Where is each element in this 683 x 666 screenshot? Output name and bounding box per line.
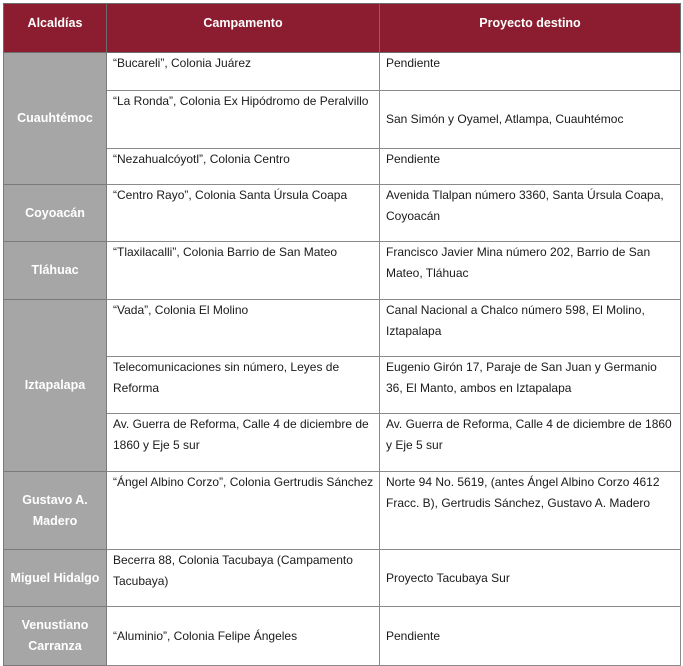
alcaldia-cell: Miguel Hidalgo: [4, 550, 107, 607]
proyecto-cell: [380, 242, 681, 300]
header-row: [4, 4, 681, 53]
alcaldia-cell: Gustavo A. Madero: [4, 472, 107, 550]
proyecto-cell: [380, 300, 681, 357]
campamento-text: “Vada”, Colonia El Molino: [113, 303, 249, 317]
campamento-text: “Nezahualcóyotl”, Colonia Centro: [113, 152, 290, 166]
proyecto-cell: [380, 91, 681, 149]
campamento-cell: [107, 550, 380, 607]
proyecto-text: Pendiente: [386, 628, 441, 643]
proyecto-text: Canal Nacional a Chalco número 598, El Molino, Iztapalapa: [386, 303, 645, 338]
campamento-text: Telecomunicaciones sin número, Leyes de Reforma: [113, 360, 340, 395]
proyecto-text: Francisco Javier Mina número 202, Barrio de San Mateo, Tláhuac: [386, 245, 651, 280]
campamento-cell: [107, 414, 380, 472]
proyecto-cell: [380, 185, 681, 242]
proyecto-cell: [380, 472, 681, 550]
table-row: [4, 185, 681, 242]
campamento-cell: [107, 149, 380, 185]
campamento-text: “Tlaxilacalli”, Colonia Barrio de San Mateo: [113, 245, 338, 259]
campamento-cell: [107, 472, 380, 550]
campamento-text: “Aluminio”, Colonia Felipe Ángeles: [113, 628, 298, 643]
proyecto-text: Av. Guerra de Reforma, Calle 4 de diciembre de 1860 y Eje 5 sur: [386, 417, 672, 452]
campamento-text: “Centro Rayo”, Colonia Santa Úrsula Coapa: [113, 188, 348, 202]
proyecto-cell: [380, 53, 681, 91]
campamento-cell: [107, 53, 380, 91]
campamento-text: “Bucareli”, Colonia Juárez: [113, 56, 252, 70]
table-row: [4, 242, 681, 300]
header-campamento: Campamento: [107, 4, 380, 53]
campamento-text: Av. Guerra de Reforma, Calle 4 de diciembre de 1860 y Eje 5 sur: [113, 417, 369, 452]
header-alcaldias: Alcaldías: [4, 4, 107, 53]
proyecto-cell: [380, 357, 681, 414]
campamento-text: Becerra 88, Colonia Tacubaya (Campamento Tacubaya): [113, 553, 353, 588]
campamento-cell: [107, 357, 380, 414]
proyecto-text: Proyecto Tacubaya Sur: [386, 570, 510, 585]
proyecto-text: Pendiente: [386, 56, 441, 70]
alcaldia-cell: Coyoacán: [4, 185, 107, 242]
campamento-cell: [107, 607, 380, 666]
proyecto-text: San Simón y Oyamel, Atlampa, Cuauhtémoc: [386, 112, 624, 126]
alcaldia-cell: Cuauhtémoc: [4, 53, 107, 185]
proyecto-cell: [380, 550, 681, 607]
proyecto-text: Norte 94 No. 5619, (antes Ángel Albino Corzo 4612 Fracc. B), Gertrudis Sánchez, Gustavo A. Madero: [386, 475, 660, 510]
table-row: [4, 53, 681, 91]
campamento-cell: [107, 185, 380, 242]
table-row: [4, 472, 681, 550]
campamento-cell: [107, 242, 380, 300]
campamento-cell: [107, 300, 380, 357]
alcaldia-cell: Tláhuac: [4, 242, 107, 300]
campamento-text: “La Ronda”, Colonia Ex Hipódromo de Peralvillo: [113, 94, 369, 108]
table-row: [4, 607, 681, 666]
alcaldia-cell: Venustiano Carranza: [4, 607, 107, 666]
campamentos-table: [3, 3, 681, 666]
proyecto-text: Eugenio Girón 17, Paraje de San Juan y Germanio 36, El Manto, ambos en Iztapalapa: [386, 360, 657, 395]
campamento-cell: [107, 91, 380, 149]
proyecto-cell: [380, 149, 681, 185]
table-row: [4, 550, 681, 607]
proyecto-text: Pendiente: [386, 152, 441, 166]
campamento-text: “Ángel Albino Corzo”, Colonia Gertrudis Sánchez: [113, 475, 374, 489]
table-row: [4, 300, 681, 357]
proyecto-cell: [380, 607, 681, 666]
alcaldia-cell: Iztapalapa: [4, 300, 107, 472]
proyecto-text: Avenida Tlalpan número 3360, Santa Úrsula Coapa, Coyoacán: [386, 188, 664, 223]
header-proyecto-destino: Proyecto destino: [380, 4, 681, 53]
proyecto-cell: [380, 414, 681, 472]
